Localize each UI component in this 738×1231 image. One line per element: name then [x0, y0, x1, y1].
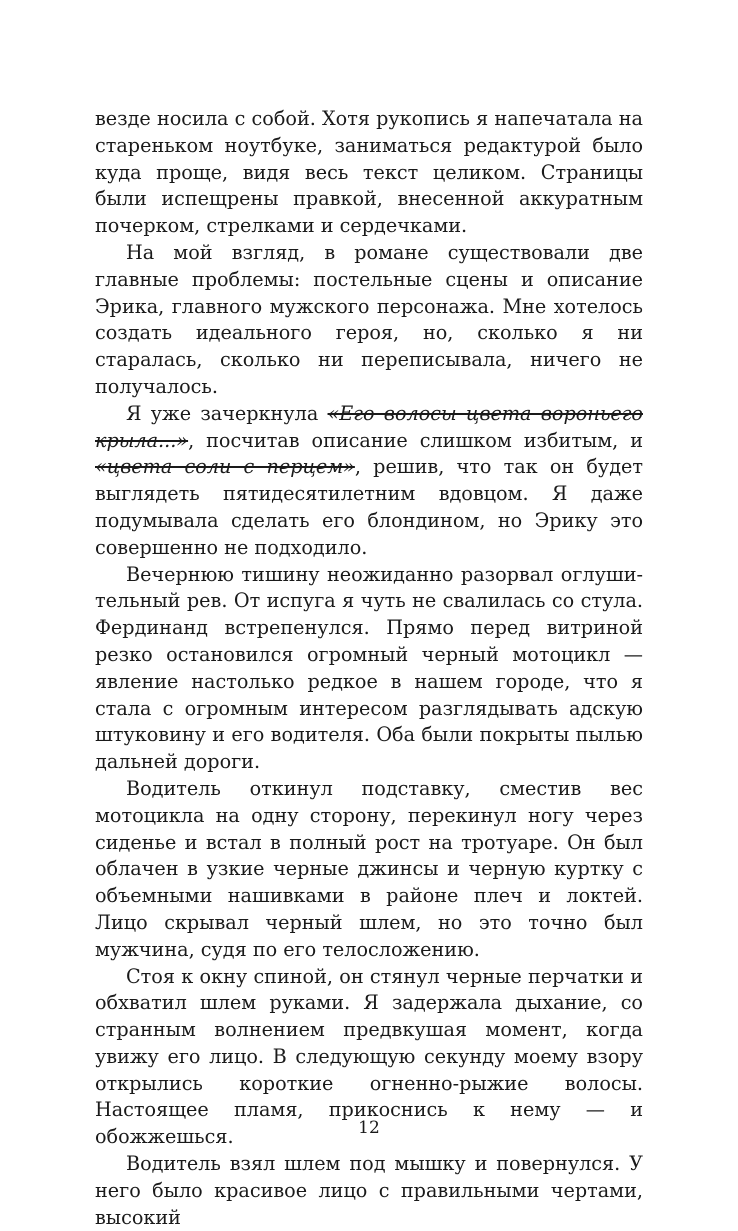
struck-phrase-hair-color: «Его волосы цвета вороньего крыла...»	[95, 401, 643, 452]
paragraph-7: Водитель взял шлем под мышку и повернулся. У него было красивое лицо с правильными чертами, высокий	[95, 1152, 643, 1229]
paragraph-2: На мой взгляд, в романе существовали две главные проблемы: постельные сцены и описание Эрика, главного мужского персонажа. Мне хотелось создать идеального героя, но, сколько я ни старалась, сколько ни переписывала, ничего не получалось.	[95, 240, 643, 398]
paragraph-3	[95, 401, 643, 562]
paragraph-1: везде носила с собой. Хотя рукопись я напечатала на стареньком ноутбуке, заниматься редактурой было куда проще, видя весь текст целиком. Страницы были испещрены правкой, внесенной аккуратным почерком, стрелками и сердечками.	[95, 107, 643, 238]
struck-phrase-salt-pepper: «цвета соли с перцем»	[95, 455, 355, 479]
paragraph-3-after: , решив, что так он будет выглядеть пятидесятилетним вдовцом. Я даже подумывала сделать его блондином, но Эрику это совершенно не подходило.	[95, 455, 643, 559]
page-number: 12	[358, 1118, 380, 1138]
paragraph-3-middle: , посчитав описание слишком избитым, и	[188, 428, 643, 452]
paragraph-4: Вечернюю тишину неожиданно разорвал оглушительный рев. От испуга я чуть не свалилась со стула. Фердинанд встрепенулся. Прямо перед витриной резко остановился огромный черный мотоцикл — явление настолько редкое в нашем городе, что я стала с огромным интересом разглядывать адскую штуковину и его водителя. Оба были покрыты пылью дальней дороги.	[95, 562, 643, 774]
paragraph-5: Водитель откинул подставку, сместив вес мотоцикла на одну сторону, перекинул ногу через сиденье и встал в полный рост на тротуаре. Он был облачен в узкие черные джинсы и черную куртку с объемными нашивками в районе плеч и локтей. Лицо скрывал черный шлем, но это точно был мужчина, судя по его телосложению.	[95, 776, 643, 961]
book-page-text	[95, 106, 643, 1231]
paragraph-3-before: Я уже зачеркнула	[126, 401, 328, 425]
paragraph-6: Стоя к окну спиной, он стянул черные перчатки и обхватил шлем руками. Я задержала дыхание, со странным волнением предвкушая момент, когда увижу его лицо. В следующую секунду моему взору открылись короткие огненно-рыжие волосы. Настоящее пламя, прикоснись к нему — и обожжешься.	[95, 964, 643, 1149]
